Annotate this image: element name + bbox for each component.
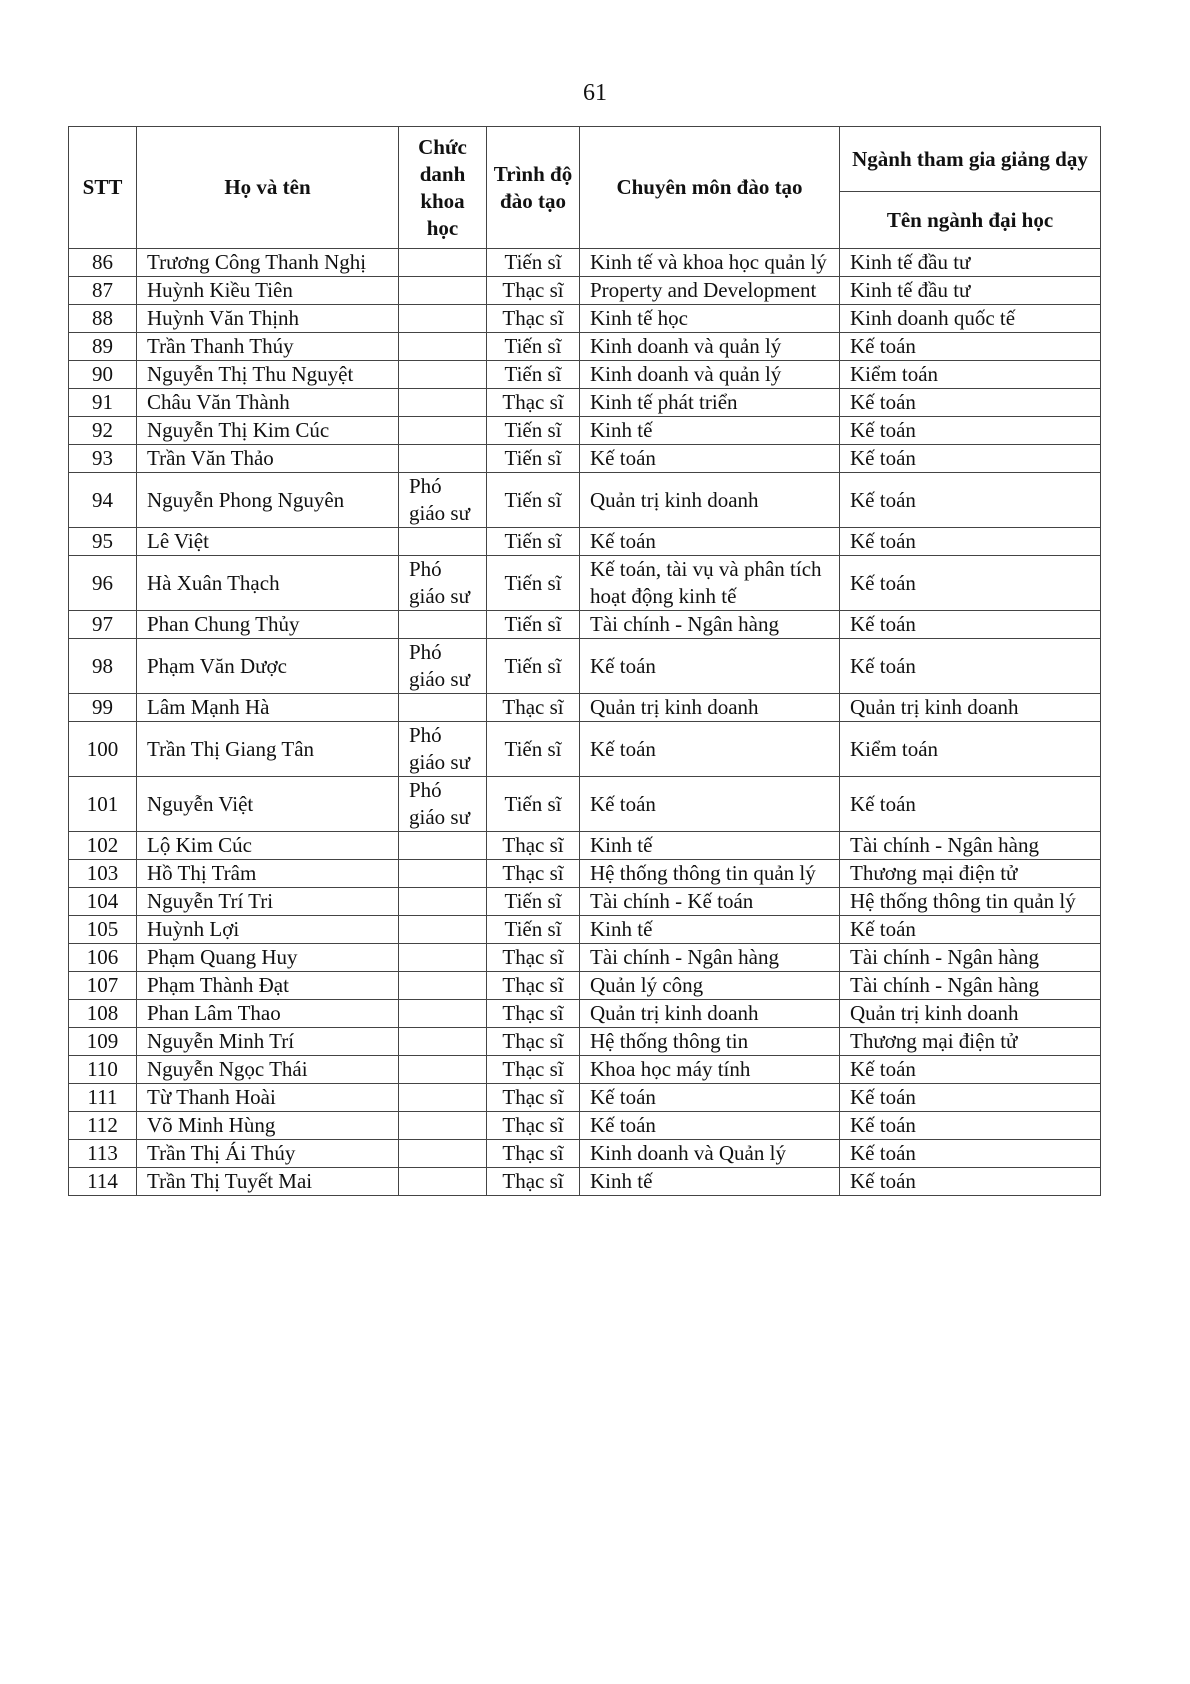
row-stt: 93: [69, 445, 137, 473]
table-row: [69, 888, 1101, 916]
row-specialty: Kế toán: [580, 639, 840, 694]
row-name: Từ Thanh Hoài: [137, 1084, 399, 1112]
row-degree: Thạc sĩ: [487, 694, 580, 722]
header-name: Họ và tên: [137, 127, 399, 249]
row-stt: 101: [69, 777, 137, 832]
row-academic-title: [399, 361, 487, 389]
row-name: Hà Xuân Thạch: [137, 556, 399, 611]
row-major: Kế toán: [840, 417, 1101, 445]
row-degree: Thạc sĩ: [487, 1140, 580, 1168]
row-major: Kế toán: [840, 611, 1101, 639]
row-name: Huỳnh Văn Thịnh: [137, 305, 399, 333]
row-major: Kế toán: [840, 1140, 1101, 1168]
row-stt: 91: [69, 389, 137, 417]
row-degree: Tiến sĩ: [487, 639, 580, 694]
row-major: Kế toán: [840, 1056, 1101, 1084]
table-row: [69, 528, 1101, 556]
row-academic-title: [399, 417, 487, 445]
row-degree: Tiến sĩ: [487, 556, 580, 611]
row-specialty: Kế toán: [580, 722, 840, 777]
row-degree: Tiến sĩ: [487, 916, 580, 944]
row-stt: 86: [69, 249, 137, 277]
row-stt: 103: [69, 860, 137, 888]
row-academic-title: [399, 249, 487, 277]
row-academic-title: Phó giáo sư: [399, 556, 487, 611]
row-specialty: Kinh tế: [580, 1168, 840, 1196]
row-major: Kế toán: [840, 1168, 1101, 1196]
row-degree: Thạc sĩ: [487, 860, 580, 888]
row-major: Kinh tế đầu tư: [840, 249, 1101, 277]
row-specialty: Kinh tế: [580, 916, 840, 944]
row-stt: 89: [69, 333, 137, 361]
header-stt: STT: [69, 127, 137, 249]
row-name: Trần Thanh Thúy: [137, 333, 399, 361]
staff-table: [68, 126, 1101, 1196]
row-stt: 106: [69, 944, 137, 972]
row-academic-title: [399, 888, 487, 916]
row-major: Kinh doanh quốc tế: [840, 305, 1101, 333]
row-major: Quản trị kinh doanh: [840, 1000, 1101, 1028]
page-number: 61: [583, 80, 607, 106]
row-specialty: Property and Development: [580, 277, 840, 305]
row-stt: 108: [69, 1000, 137, 1028]
row-major: Kế toán: [840, 639, 1101, 694]
row-name: Phạm Quang Huy: [137, 944, 399, 972]
row-specialty: Tài chính - Kế toán: [580, 888, 840, 916]
row-major: Kiểm toán: [840, 722, 1101, 777]
row-name: Nguyễn Việt: [137, 777, 399, 832]
row-academic-title: [399, 1084, 487, 1112]
header-major: Tên ngành đại học: [840, 192, 1101, 249]
row-major: Tài chính - Ngân hàng: [840, 832, 1101, 860]
row-degree: Tiến sĩ: [487, 888, 580, 916]
row-academic-title: [399, 1000, 487, 1028]
row-stt: 104: [69, 888, 137, 916]
row-degree: Tiến sĩ: [487, 249, 580, 277]
row-academic-title: [399, 916, 487, 944]
row-major: Kế toán: [840, 1112, 1101, 1140]
row-stt: 110: [69, 1056, 137, 1084]
row-specialty: Quản lý công: [580, 972, 840, 1000]
row-stt: 87: [69, 277, 137, 305]
row-name: Huỳnh Lợi: [137, 916, 399, 944]
row-degree: Thạc sĩ: [487, 972, 580, 1000]
row-major: Kế toán: [840, 777, 1101, 832]
row-academic-title: Phó giáo sư: [399, 639, 487, 694]
row-degree: Tiến sĩ: [487, 333, 580, 361]
row-degree: Tiến sĩ: [487, 777, 580, 832]
row-stt: 99: [69, 694, 137, 722]
row-name: Châu Văn Thành: [137, 389, 399, 417]
row-degree: Thạc sĩ: [487, 305, 580, 333]
row-name: Nguyễn Phong Nguyên: [137, 473, 399, 528]
row-degree: Tiến sĩ: [487, 361, 580, 389]
row-specialty: Kinh tế và khoa học quản lý: [580, 249, 840, 277]
row-academic-title: [399, 972, 487, 1000]
row-name: Huỳnh Kiều Tiên: [137, 277, 399, 305]
table-body: [69, 249, 1101, 1196]
row-specialty: Kinh tế phát triển: [580, 389, 840, 417]
row-name: Lâm Mạnh Hà: [137, 694, 399, 722]
row-stt: 100: [69, 722, 137, 777]
table-row: [69, 722, 1101, 777]
row-stt: 113: [69, 1140, 137, 1168]
table-row: [69, 1112, 1101, 1140]
row-academic-title: Phó giáo sư: [399, 777, 487, 832]
table-row: [69, 832, 1101, 860]
row-degree: Thạc sĩ: [487, 1112, 580, 1140]
table-row: [69, 944, 1101, 972]
row-specialty: Kế toán: [580, 1084, 840, 1112]
row-major: Kinh tế đầu tư: [840, 277, 1101, 305]
row-academic-title: [399, 832, 487, 860]
header-teaching-group: Ngành tham gia giảng dạy: [840, 127, 1101, 192]
row-degree: Tiến sĩ: [487, 473, 580, 528]
table-row: [69, 1000, 1101, 1028]
row-name: Hồ Thị Trâm: [137, 860, 399, 888]
row-degree: Tiến sĩ: [487, 417, 580, 445]
header-academic-title: Chức danh khoa học: [399, 127, 487, 249]
row-specialty: Quản trị kinh doanh: [580, 694, 840, 722]
row-academic-title: [399, 611, 487, 639]
row-specialty: Tài chính - Ngân hàng: [580, 944, 840, 972]
row-academic-title: [399, 1056, 487, 1084]
row-name: Trần Thị Giang Tân: [137, 722, 399, 777]
table-row: [69, 916, 1101, 944]
table-row: [69, 305, 1101, 333]
row-stt: 109: [69, 1028, 137, 1056]
table-row: [69, 1140, 1101, 1168]
table-row: [69, 333, 1101, 361]
row-stt: 102: [69, 832, 137, 860]
table-row: [69, 556, 1101, 611]
row-degree: Thạc sĩ: [487, 1000, 580, 1028]
table-row: [69, 639, 1101, 694]
row-name: Lê Việt: [137, 528, 399, 556]
row-degree: Thạc sĩ: [487, 944, 580, 972]
row-academic-title: [399, 1112, 487, 1140]
row-name: Phạm Văn Dược: [137, 639, 399, 694]
row-major: Kế toán: [840, 916, 1101, 944]
row-stt: 96: [69, 556, 137, 611]
table-row: [69, 972, 1101, 1000]
row-name: Trần Thị Ái Thúy: [137, 1140, 399, 1168]
row-degree: Tiến sĩ: [487, 445, 580, 473]
row-major: Thương mại điện tử: [840, 860, 1101, 888]
table-row: [69, 361, 1101, 389]
row-specialty: Kế toán: [580, 1112, 840, 1140]
table-row: [69, 1028, 1101, 1056]
row-specialty: Quản trị kinh doanh: [580, 1000, 840, 1028]
row-stt: 107: [69, 972, 137, 1000]
row-stt: 94: [69, 473, 137, 528]
row-degree: Tiến sĩ: [487, 722, 580, 777]
row-major: Tài chính - Ngân hàng: [840, 972, 1101, 1000]
row-major: Quản trị kinh doanh: [840, 694, 1101, 722]
row-name: Nguyễn Ngọc Thái: [137, 1056, 399, 1084]
row-specialty: Kinh doanh và quản lý: [580, 333, 840, 361]
row-name: Võ Minh Hùng: [137, 1112, 399, 1140]
header-degree: Trình độ đào tạo: [487, 127, 580, 249]
row-specialty: Kế toán: [580, 528, 840, 556]
row-stt: 112: [69, 1112, 137, 1140]
table-row: [69, 417, 1101, 445]
row-academic-title: [399, 445, 487, 473]
row-specialty: Kinh tế: [580, 417, 840, 445]
table-row: [69, 277, 1101, 305]
row-name: Nguyễn Minh Trí: [137, 1028, 399, 1056]
row-degree: Thạc sĩ: [487, 277, 580, 305]
row-degree: Thạc sĩ: [487, 1028, 580, 1056]
table-row: [69, 611, 1101, 639]
row-specialty: Tài chính - Ngân hàng: [580, 611, 840, 639]
row-major: Hệ thống thông tin quản lý: [840, 888, 1101, 916]
row-name: Nguyễn Trí Tri: [137, 888, 399, 916]
row-major: Kế toán: [840, 445, 1101, 473]
table-row: [69, 1168, 1101, 1196]
table-row: [69, 777, 1101, 832]
row-academic-title: [399, 860, 487, 888]
row-stt: 105: [69, 916, 137, 944]
row-specialty: Khoa học máy tính: [580, 1056, 840, 1084]
row-name: Trương Công Thanh Nghị: [137, 249, 399, 277]
row-major: Thương mại điện tử: [840, 1028, 1101, 1056]
row-specialty: Hệ thống thông tin: [580, 1028, 840, 1056]
table-row: [69, 445, 1101, 473]
row-specialty: Hệ thống thông tin quản lý: [580, 860, 840, 888]
row-specialty: Kinh doanh và quản lý: [580, 361, 840, 389]
row-degree: Thạc sĩ: [487, 389, 580, 417]
row-major: Kế toán: [840, 1084, 1101, 1112]
row-specialty: Kế toán, tài vụ và phân tích hoạt động kinh tế: [580, 556, 840, 611]
row-stt: 95: [69, 528, 137, 556]
table-row: [69, 1056, 1101, 1084]
row-academic-title: [399, 389, 487, 417]
row-degree: Thạc sĩ: [487, 832, 580, 860]
row-stt: 88: [69, 305, 137, 333]
row-stt: 98: [69, 639, 137, 694]
row-degree: Thạc sĩ: [487, 1056, 580, 1084]
table-row: [69, 1084, 1101, 1112]
row-name: Nguyễn Thị Thu Nguyệt: [137, 361, 399, 389]
row-degree: Tiến sĩ: [487, 611, 580, 639]
row-major: Kiểm toán: [840, 361, 1101, 389]
row-stt: 90: [69, 361, 137, 389]
table-row: [69, 249, 1101, 277]
row-academic-title: [399, 1140, 487, 1168]
row-stt: 92: [69, 417, 137, 445]
header-specialty: Chuyên môn đào tạo: [580, 127, 840, 249]
row-major: Kế toán: [840, 389, 1101, 417]
row-degree: Tiến sĩ: [487, 528, 580, 556]
row-specialty: Kinh doanh và Quản lý: [580, 1140, 840, 1168]
table-row: [69, 389, 1101, 417]
row-academic-title: [399, 277, 487, 305]
row-specialty: Kế toán: [580, 445, 840, 473]
row-name: Phan Lâm Thao: [137, 1000, 399, 1028]
row-stt: 114: [69, 1168, 137, 1196]
row-academic-title: [399, 305, 487, 333]
row-academic-title: [399, 1168, 487, 1196]
table-row: [69, 860, 1101, 888]
row-stt: 111: [69, 1084, 137, 1112]
row-name: Phạm Thành Đạt: [137, 972, 399, 1000]
row-major: Tài chính - Ngân hàng: [840, 944, 1101, 972]
row-stt: 97: [69, 611, 137, 639]
row-name: Nguyễn Thị Kim Cúc: [137, 417, 399, 445]
row-degree: Thạc sĩ: [487, 1168, 580, 1196]
table-row: [69, 473, 1101, 528]
row-major: Kế toán: [840, 556, 1101, 611]
row-name: Phan Chung Thủy: [137, 611, 399, 639]
row-major: Kế toán: [840, 333, 1101, 361]
row-academic-title: Phó giáo sư: [399, 722, 487, 777]
row-academic-title: [399, 694, 487, 722]
row-academic-title: [399, 333, 487, 361]
table-row: [69, 694, 1101, 722]
row-specialty: Kế toán: [580, 777, 840, 832]
row-name: Trần Văn Thảo: [137, 445, 399, 473]
row-specialty: Kinh tế: [580, 832, 840, 860]
row-specialty: Quản trị kinh doanh: [580, 473, 840, 528]
row-academic-title: [399, 1028, 487, 1056]
row-specialty: Kinh tế học: [580, 305, 840, 333]
row-major: Kế toán: [840, 473, 1101, 528]
row-degree: Thạc sĩ: [487, 1084, 580, 1112]
row-academic-title: [399, 528, 487, 556]
row-name: Lộ Kim Cúc: [137, 832, 399, 860]
row-name: Trần Thị Tuyết Mai: [137, 1168, 399, 1196]
row-major: Kế toán: [840, 528, 1101, 556]
row-academic-title: [399, 944, 487, 972]
row-academic-title: Phó giáo sư: [399, 473, 487, 528]
